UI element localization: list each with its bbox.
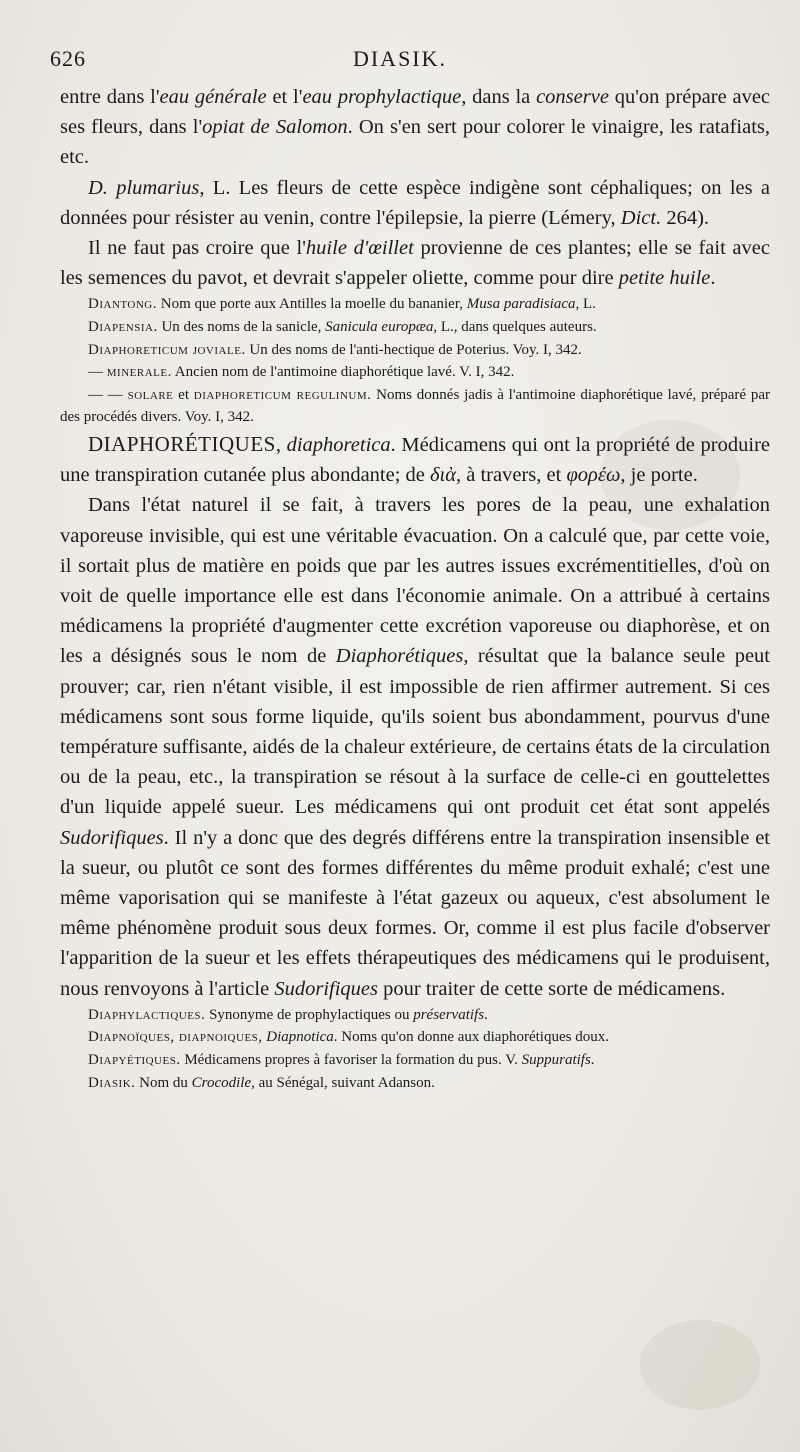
- greek-word: διὰ: [430, 464, 457, 487]
- text: Un des noms de la sanicle,: [157, 319, 326, 336]
- page-header: [50, 46, 750, 86]
- entry-diasik: [60, 1072, 770, 1095]
- text: , je porte.: [620, 464, 698, 487]
- text: — —: [88, 386, 128, 403]
- term: petite huile: [618, 267, 711, 290]
- term: huile d'œillet: [305, 237, 414, 260]
- text: Synonyme de prophylactiques ou: [205, 1006, 414, 1023]
- entry-minerale: [60, 361, 770, 384]
- text: . Médicamens qui ont la propriété de produire une transpiration cutanée plus abondante; de: [60, 433, 771, 487]
- term: eau générale: [159, 86, 267, 108]
- headword: solare: [127, 386, 174, 403]
- term: eau prophylactique: [302, 86, 462, 108]
- entry-diaphylactiques: [60, 1004, 770, 1027]
- entry-solare: [60, 384, 770, 429]
- term: Sudorifiques: [274, 977, 378, 1000]
- text: , résultat que la balance seule peut prouver; car, rien n'étant visible, il est impossible de rien affirmer autrement. Si ces médicamens sont sous forme liquide, qu'ils soient bus abondamment, pourvus d'une température suffisante, aidés de la chaleur extérieure, de certains états de la circulation ou de la peau, etc., la transpiration se résout à la surface de celle-ci en gouttelettes d'un liquide appelé sueur. Les médicamens qui ont produit cet état sont appelés: [60, 645, 770, 819]
- term: D. plumarius: [88, 176, 200, 199]
- text: .: [590, 1052, 595, 1069]
- text: et: [173, 386, 194, 403]
- text: , au Sénégal, suivant Adanson.: [251, 1074, 435, 1091]
- paper-stain: [640, 1320, 760, 1410]
- text: Médicamens propres à favoriser la formation du pus. V.: [180, 1052, 522, 1069]
- term: conserve: [536, 86, 609, 108]
- text: Un des noms de l'anti-hectique de Poterius. Voy. I, 342.: [245, 341, 582, 358]
- text: . Noms qu'on donne aux diaphorétiques doux.: [333, 1029, 609, 1046]
- text: Ancien nom de l'antimoine diaphorétique lavé. V. I, 342.: [171, 364, 515, 381]
- text: .: [710, 267, 716, 290]
- text: . On s'en sert pour colorer le vinaigre, les ratafiats, etc.: [60, 116, 771, 169]
- text: , L. Les fleurs de cette espèce indigène sont céphaliques; on les a données pour résister au venin, contre l'épilepsie, la pierre (Lémery,: [60, 176, 770, 229]
- text: Noms donnés jadis à l'antimoine diaphorétique lavé, préparé par des procédés divers. Voy. I, 342.: [60, 386, 771, 426]
- term: Sanicula europæa: [325, 319, 434, 336]
- term: préservatifs: [413, 1006, 485, 1023]
- term: Diapnotica: [266, 1029, 334, 1046]
- text: et l': [266, 86, 303, 108]
- term: opiat de Salomon: [202, 116, 348, 139]
- text: , à travers, et: [456, 464, 567, 487]
- entry-diantong: [60, 293, 770, 316]
- term: Crocodile: [191, 1074, 252, 1091]
- headword: diaphoreticum regulinum.: [193, 386, 372, 403]
- text: L.: [579, 296, 596, 313]
- paragraph-d-plumarius: [60, 173, 770, 233]
- term: Suppuratifs: [521, 1052, 591, 1069]
- running-head: DIASIK.: [352, 46, 448, 71]
- entry-diaphoreticum-joviale: [60, 339, 770, 362]
- headword: Diantong.: [88, 296, 157, 313]
- headword: Diaphoreticum joviale.: [88, 341, 246, 358]
- headword: minerale.: [106, 364, 172, 381]
- paragraph-eau-generale: [60, 82, 770, 173]
- text: 264).: [661, 206, 710, 229]
- headword: Diapnoïques, diapnoiques,: [88, 1029, 263, 1046]
- entry-diapnoiques: [60, 1026, 770, 1049]
- paragraph-etat-naturel: [60, 490, 770, 1003]
- term: Dict.: [620, 206, 662, 229]
- text: entre dans l': [60, 86, 160, 108]
- term: diaphoretica: [286, 433, 391, 456]
- headword: Diapyétiques.: [88, 1052, 181, 1069]
- entry-diapyetiques: [60, 1049, 770, 1072]
- headword: Diasik.: [88, 1074, 136, 1091]
- text: Nom du: [135, 1074, 192, 1091]
- text: ,: [275, 433, 287, 456]
- text: Nom que porte aux Antilles la moelle du bananier,: [157, 296, 467, 313]
- text: .: [484, 1006, 488, 1023]
- text: qu'on prépare avec ses fleurs, dans l': [60, 86, 771, 139]
- term: Musa paradisiaca,: [466, 296, 580, 313]
- term: Diaphorétiques: [335, 645, 464, 668]
- paragraph-diaphoretiques: [60, 429, 770, 490]
- text: provienne de ces plantes; elle se fait avec les semences du pavot, et devrait s'appeler oliette, comme pour dire: [60, 237, 770, 290]
- page-number: 626: [50, 46, 86, 71]
- term: Sudorifiques: [60, 826, 164, 849]
- text: , L., dans quelques auteurs.: [433, 319, 597, 336]
- text: pour traiter de cette sorte de médicamens.: [378, 977, 726, 1000]
- greek-word: φορέω: [566, 464, 621, 487]
- text: Dans l'état naturel il se fait, à travers les pores de la peau, une exhalation vaporeuse invisible, qui est une véritable évacuation. On a calculé que, par cette voie, il sortait plus de matière en poids que par les autres issues excrémentitielles, d'où on voit de quelle importance elle est dans l'économie animale. On a attribué à certains médicamens la propriété d'augmenter cette excrétion vaporeuse ou diaphorèse, et on les a désignés sous le nom de: [60, 494, 770, 668]
- text: Il ne faut pas croire que l': [88, 237, 306, 260]
- page-body: [60, 82, 770, 1094]
- text: , dans la: [461, 86, 537, 108]
- headword: Diaphylactiques.: [88, 1006, 206, 1023]
- text: . Il n'y a donc que des degrés différens entre la transpiration insensible et la sueur, ou plutôt ce sont des formes différentes du même produit exhalé; c'est une même vaporisation qui se manifeste à l'état gazeux ou aqueux, c'est absolument le même phénomène produit sous deux formes. Or, comme il est plus facile d'observer l'apparition de la sueur et les effets thérapeutiques des médicamens qui le produisent, nous renvoyons à l'article: [60, 826, 770, 1000]
- entry-diapensia: [60, 316, 770, 339]
- headword: DIAPHORÉTIQUES: [88, 431, 276, 456]
- paragraph-huile-oeillet: [60, 233, 770, 293]
- headword: Diapensia.: [88, 319, 158, 336]
- text: —: [88, 364, 107, 381]
